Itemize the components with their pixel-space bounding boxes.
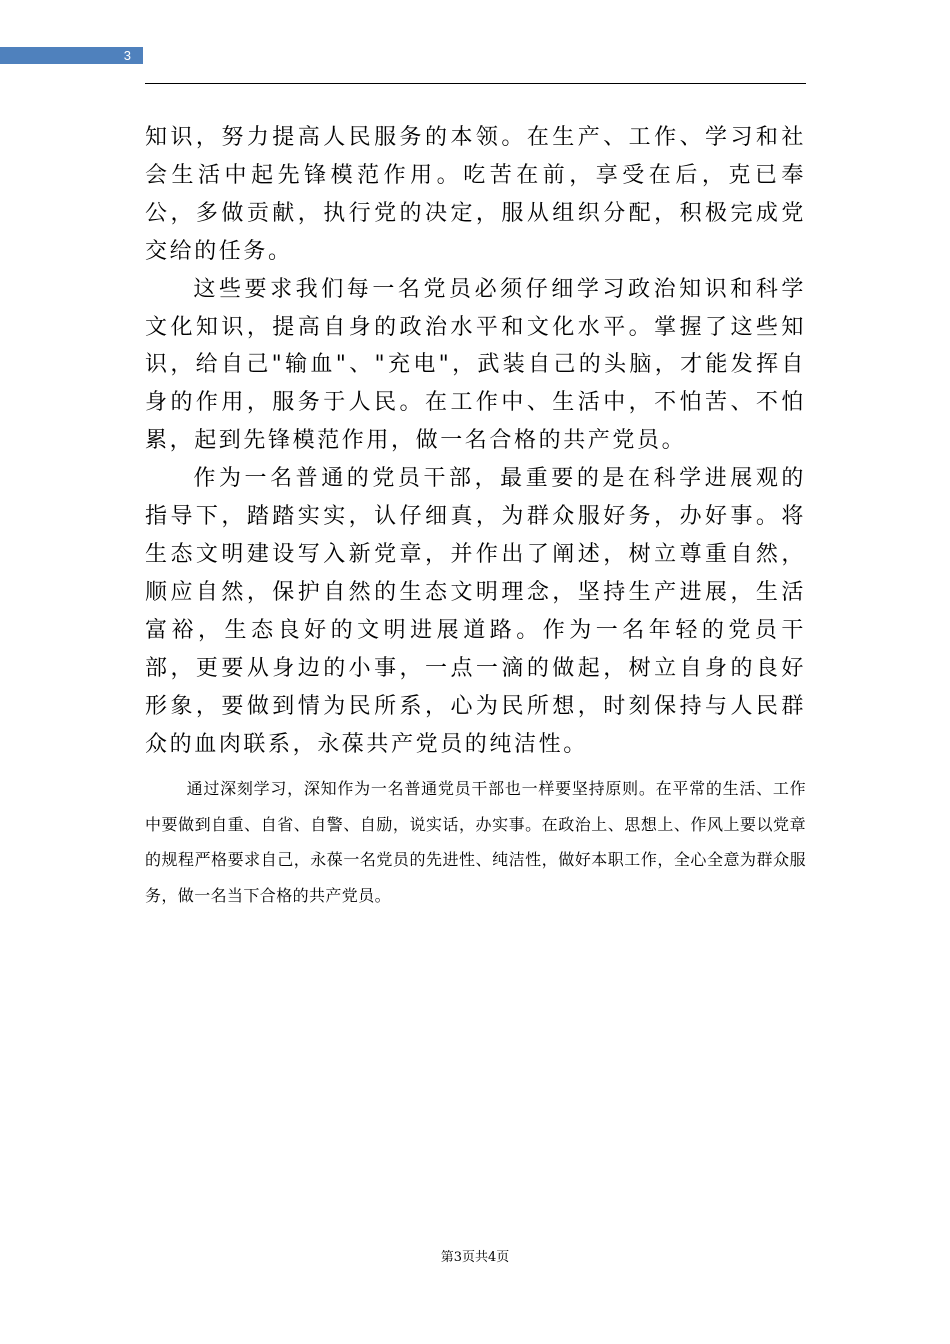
paragraph-3: 作为一名普通的党员干部，最重要的是在科学进展观的指导下，踏踏实实，认仔细真，为群众服好务，办好事。将生态文明建设写入新党章，并作出了阐述，树立尊重自然，顺应自然，保护自然的生态文明理念，坚持生产进展，生活富裕，生态良好的文明进展道路。作为一名年轻的党员干部，更要从身边的小事，一点一滴的做起，树立自身的良好形象，要做到情为民所系，心为民所想，时刻保持与人民群众的血肉联系，永葆共产党员的纯洁性。	[145, 466, 806, 757]
paragraph-2: 这些要求我们每一名党员必须仔细学习政治知识和科学文化知识，提高自身的政治水平和文化水平。掌握了这些知识，给自己"输血"、"充电"，武装自己的头脑，才能发挥自身的作用，服务于人民。在工作中、生活中，不怕苦、不怕累，起到先锋模范作用，做一名合格的共产党员。	[145, 276, 806, 454]
page-number-tab: 3	[0, 47, 143, 64]
page-footer: 第3页共4页	[440, 1250, 510, 1265]
document-body	[145, 119, 806, 914]
paragraph-1: 知识，努力提高人民服务的本领。在生产、工作、学习和社会生活中起先锋模范作用。吃苦在前，享受在后，克已奉公，多做贡献，执行党的决定，服从组织分配，积极完成党交给的任务。	[145, 125, 806, 264]
header-rule	[145, 83, 806, 84]
paragraph-4: 通过深刻学习，深知作为一名普通党员干部也一样要坚持原则。在平常的生活、工作中要做到自重、自省、自警、自励，说实话，办实事。在政治上、思想上、作风上要以党章的规程严格要求自己，永葆一名党员的先进性、纯洁性，做好本职工作，全心全意为群众服务，做一名当下合格的共产党员。	[145, 781, 806, 905]
